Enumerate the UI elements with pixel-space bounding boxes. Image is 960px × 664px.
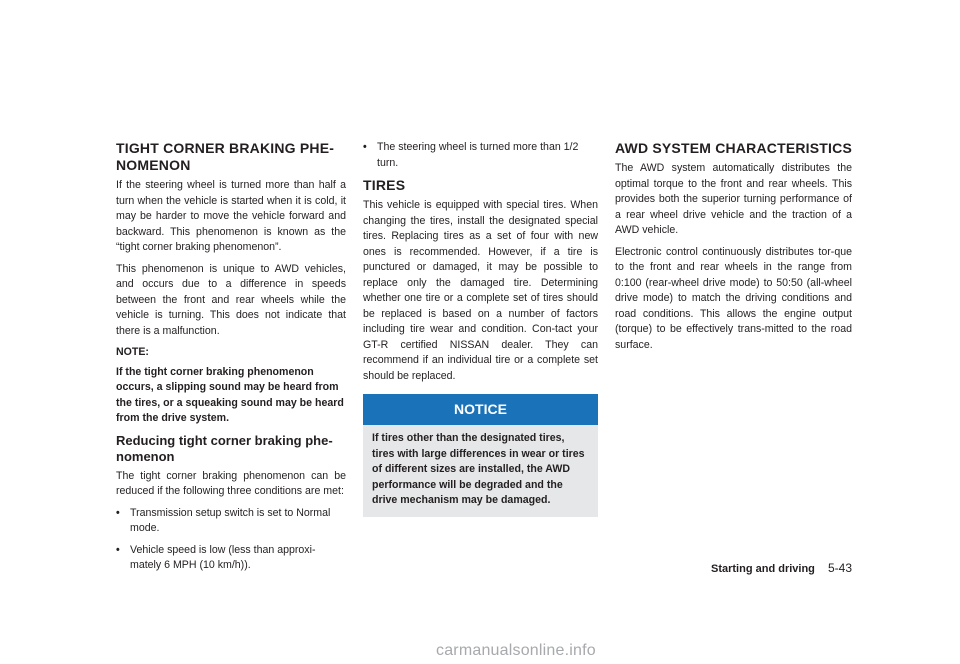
conditions-list (116, 506, 346, 574)
column-2 (363, 140, 598, 517)
list-item-text: The steering wheel is turned more than 1/2 turn. (377, 141, 579, 169)
footer-section-title: Starting and driving (711, 563, 815, 575)
list-item-text: Transmission setup switch is set to Normal mode. (130, 506, 331, 534)
column-3 (615, 140, 852, 359)
notice-box (363, 394, 598, 517)
notice-body: If tires other than the designated tires, tires with large differences in wear or tires of different sizes are installed, the AWD performance will be degraded and the drive mechanism may be damaged. (372, 432, 585, 506)
notice-title: NOTICE (363, 394, 598, 425)
note-body: If the tight corner braking phenomenon occurs, a slipping sound may be heard from the tires, or a squeaking sound may be heard from the drive system. (116, 365, 344, 424)
column-1 (116, 140, 346, 580)
section-title-tight-corner: TIGHT CORNER BRAKING PHE-NOMENON (116, 140, 335, 173)
paragraph: This phenomenon is unique to AWD vehicles, and occurs due to a difference in speeds between the front and rear wheels while the vehicle is turning. This does not indicate that there is a malfunction. (116, 262, 346, 337)
page-number: 5-43 (827, 561, 852, 575)
list-item (363, 140, 598, 171)
watermark: carmanualsonline.info (436, 642, 596, 659)
paragraph: Electronic control continuously distributes tor-que to the front and rear wheels in the range from 0:100 (rear-wheel drive mode) to 50:50 (all-wheel drive mode) to match the driving conditions and road conditions. This allows the engine output (torque) to be effectively trans-mitted to the road surface. (615, 245, 852, 351)
list-item (116, 543, 346, 574)
note-title: NOTE: (116, 346, 149, 358)
section-title-tires: TIRES (363, 177, 406, 193)
paragraph: The AWD system automatically distributes the optimal torque to the front and rear wheels. This provides both the superior turning performance of a rear wheel drive vehicle and the traction of a AWD vehicle. (615, 162, 852, 236)
list-item (116, 506, 346, 537)
paragraph: If the steering wheel is turned more than half a turn when the vehicle is started when it is cold, it may be harder to move the vehicle forward and backward. This phenomenon is known as the “tight corner braking phenomenon”. (116, 179, 346, 253)
bullet-icon: • (116, 506, 120, 519)
conditions-list-continued (363, 140, 598, 171)
paragraph: This vehicle is equipped with special tires. When changing the tires, install the designated special tires. Replacing tires as a set of four with new ones is recommended. However, if a tire is punctured or damaged, it may be possible to replace only the damaged tire. Determining whether one tire or a complete set of tires should be replaced is based on a number of factors including tire wear and condition. Con-tact your GT-R certified NISSAN dealer. They can recommend if an individual tire or a complete set should be replaced. (363, 199, 598, 382)
page-footer (711, 561, 852, 575)
bullet-icon: • (363, 141, 367, 153)
bullet-icon: • (116, 543, 120, 556)
list-item-text: Vehicle speed is low (less than approxi-mately 6 MPH (10 km/h)). (130, 543, 316, 571)
subsection-title-reducing: Reducing tight corner braking phe-nomenon (116, 432, 333, 464)
section-title-awd: AWD SYSTEM CHARACTERISTICS (615, 140, 852, 156)
paragraph: The tight corner braking phenomenon can be reduced if the following three conditions are met: (116, 469, 346, 497)
